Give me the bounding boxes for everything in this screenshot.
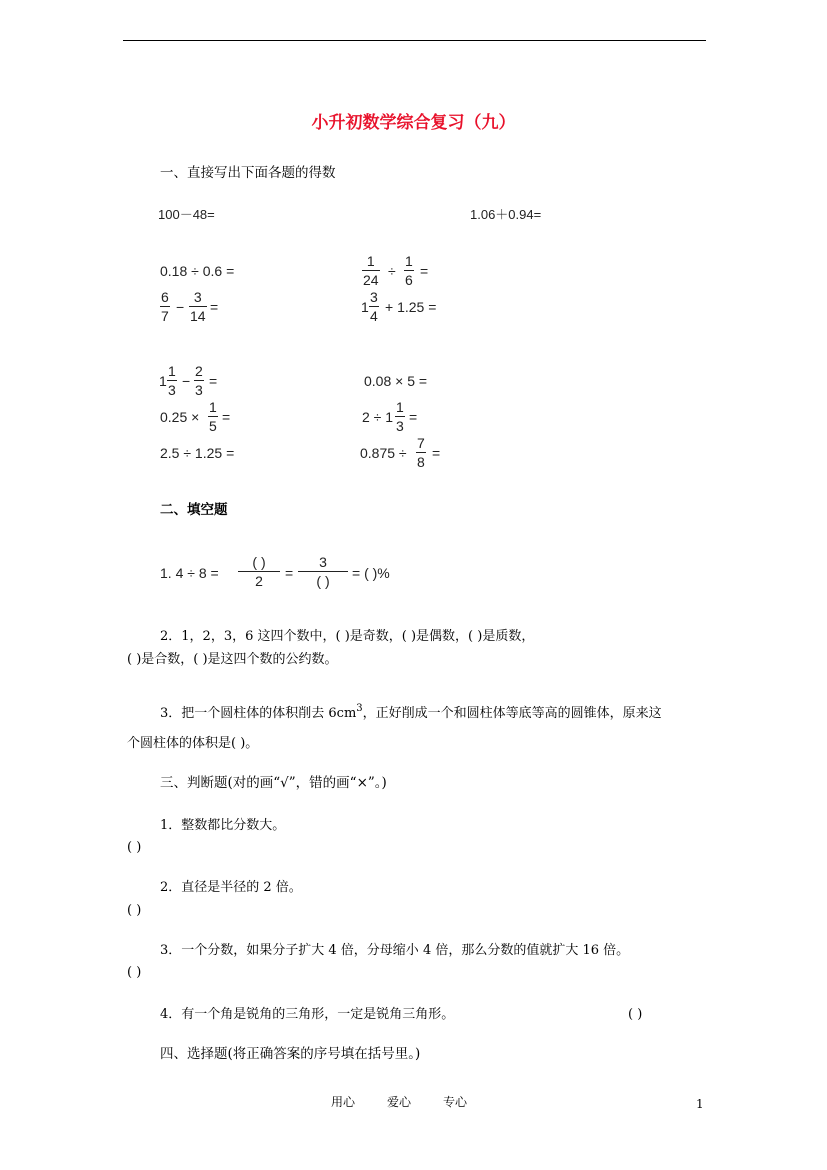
fill-q1-equals-1: = <box>285 565 294 581</box>
calc-q7-whole: 1 <box>159 373 167 389</box>
numerator: 3 <box>193 289 202 305</box>
section-1-heading: 一、直接写出下面各题的得数 <box>160 165 336 181</box>
fill-q1-fraction-a <box>238 555 280 588</box>
numerator: 1 <box>405 253 413 269</box>
page-title: 小升初数学综合复习（九） <box>311 113 516 133</box>
fill-q3-line2: 个圆柱体的体积是( )。 <box>127 736 259 751</box>
calc-q5-fraction-a <box>160 290 170 323</box>
calc-q9-prefix: 0.25 × <box>160 409 200 425</box>
numerator: 1 <box>168 363 176 379</box>
calc-q4-fraction-b <box>404 254 414 287</box>
section-3-heading: 三、判断题(对的画“√”，错的画“×”。) <box>160 775 387 791</box>
fill-q1-equals-2: = ( )% <box>352 565 390 581</box>
denominator: 4 <box>370 308 378 324</box>
fraction-bar <box>189 306 207 307</box>
numerator: 1 <box>396 399 404 415</box>
denominator: 3 <box>396 418 404 434</box>
numerator: ( ) <box>252 554 266 570</box>
calc-q9-fraction <box>208 400 218 433</box>
calc-q10-prefix: 2 ÷ 1 <box>362 409 394 425</box>
denominator: 5 <box>209 418 217 434</box>
calc-q10-equals: = <box>409 409 418 425</box>
denominator: 6 <box>405 272 413 288</box>
denominator: 2 <box>255 573 263 589</box>
calc-q6-whole: 1 <box>361 299 369 315</box>
numerator: 3 <box>370 289 378 305</box>
judge-q1: 1．整数都比分数大。 <box>160 818 286 833</box>
fraction-bar <box>369 306 379 307</box>
judge-q1-answer-blank: ( ) <box>127 840 142 855</box>
section-4-heading: 四、选择题(将正确答案的序号填在括号里。) <box>160 1046 421 1062</box>
fill-q3-superscript: 3 <box>356 703 363 714</box>
footer-word-2: 爱心 <box>387 1095 412 1109</box>
fraction-bar <box>238 571 280 572</box>
header-rule <box>123 40 706 41</box>
fill-q1-prefix: 1. 4 ÷ 8 = <box>160 565 219 581</box>
fraction-bar <box>194 380 204 381</box>
calc-q7-fraction-a <box>167 364 177 397</box>
judge-q3: 3．一个分数，如果分子扩大 4 倍，分母缩小 4 倍，那么分数的值就扩大 16 倍。 <box>160 943 630 958</box>
calc-q7-equals: = <box>209 373 218 389</box>
calc-q1: 100－48= <box>158 207 215 222</box>
denominator: 3 <box>168 382 176 398</box>
section-2-heading: 二、填空题 <box>160 502 228 518</box>
footer-word-1: 用心 <box>331 1095 356 1109</box>
calc-q9-equals: = <box>222 409 231 425</box>
fraction-bar <box>416 452 426 453</box>
fraction-bar <box>208 416 218 417</box>
denominator: 7 <box>161 308 169 324</box>
calc-q5-fraction-b <box>189 290 207 323</box>
denominator: 8 <box>417 454 425 470</box>
fill-q2-line2: ( )是合数，( )是这四个数的公约数。 <box>127 652 338 667</box>
calc-q4-operator: ÷ <box>388 263 396 279</box>
numerator: 1 <box>366 253 375 269</box>
numerator: 7 <box>417 435 425 451</box>
footer-word-3: 专心 <box>443 1095 468 1109</box>
calc-q3: 0.18 ÷ 0.6 = <box>160 263 235 279</box>
calc-q4-equals: = <box>420 263 429 279</box>
calc-q12-prefix: 0.875 ÷ <box>360 445 407 461</box>
calc-q8: 0.08 × 5 = <box>364 373 428 389</box>
calc-q5-operator: − <box>176 299 185 315</box>
judge-q4-answer-blank: ( ) <box>628 1007 643 1022</box>
calc-q6-fraction <box>369 290 379 323</box>
fraction-bar <box>404 270 414 271</box>
calc-q7-operator: − <box>182 373 191 389</box>
denominator: 3 <box>195 382 203 398</box>
denominator: 24 <box>363 272 379 288</box>
numerator: 1 <box>209 399 217 415</box>
judge-q2: 2．直径是半径的 2 倍。 <box>160 880 302 895</box>
numerator: 2 <box>195 363 203 379</box>
fill-q3-text-b: ，正好削成一个和圆柱体等底等高的圆锥体，原来这 <box>362 706 662 721</box>
fill-q2-line1: 2．1，2，3，6 这四个数中，( )是奇数，( )是偶数，( )是质数， <box>160 629 535 644</box>
judge-q2-answer-blank: ( ) <box>127 903 142 918</box>
calc-q12-equals: = <box>432 445 441 461</box>
fraction-bar <box>395 416 405 417</box>
judge-q4: 4．有一个角是锐角的三角形，一定是锐角三角形。 <box>160 1007 455 1022</box>
numerator: 6 <box>161 289 169 305</box>
calc-q5-equals: = <box>210 299 219 315</box>
fraction-bar <box>362 270 380 271</box>
fraction-bar <box>160 306 170 307</box>
calc-q6-rest: + 1.25 = <box>385 299 437 315</box>
fill-q1-fraction-b <box>298 555 348 588</box>
calc-q4-fraction-a <box>362 254 380 287</box>
calc-q11: 2.5 ÷ 1.25 = <box>160 445 235 461</box>
fill-q3-line1 <box>160 703 662 721</box>
denominator: ( ) <box>316 573 330 589</box>
page-number: 1 <box>696 1097 704 1111</box>
fraction-bar <box>298 571 348 572</box>
numerator: 3 <box>319 554 327 570</box>
judge-q3-answer-blank: ( ) <box>127 965 142 980</box>
denominator: 14 <box>190 308 206 324</box>
fill-q3-text-a: 3．把一个圆柱体的体积削去 6cm <box>160 706 357 721</box>
calc-q12-fraction <box>416 436 426 469</box>
calc-q7-fraction-b <box>194 364 204 397</box>
calc-q10-fraction <box>395 400 405 433</box>
fraction-bar <box>167 380 177 381</box>
calc-q2: 1.06＋0.94= <box>470 207 542 222</box>
